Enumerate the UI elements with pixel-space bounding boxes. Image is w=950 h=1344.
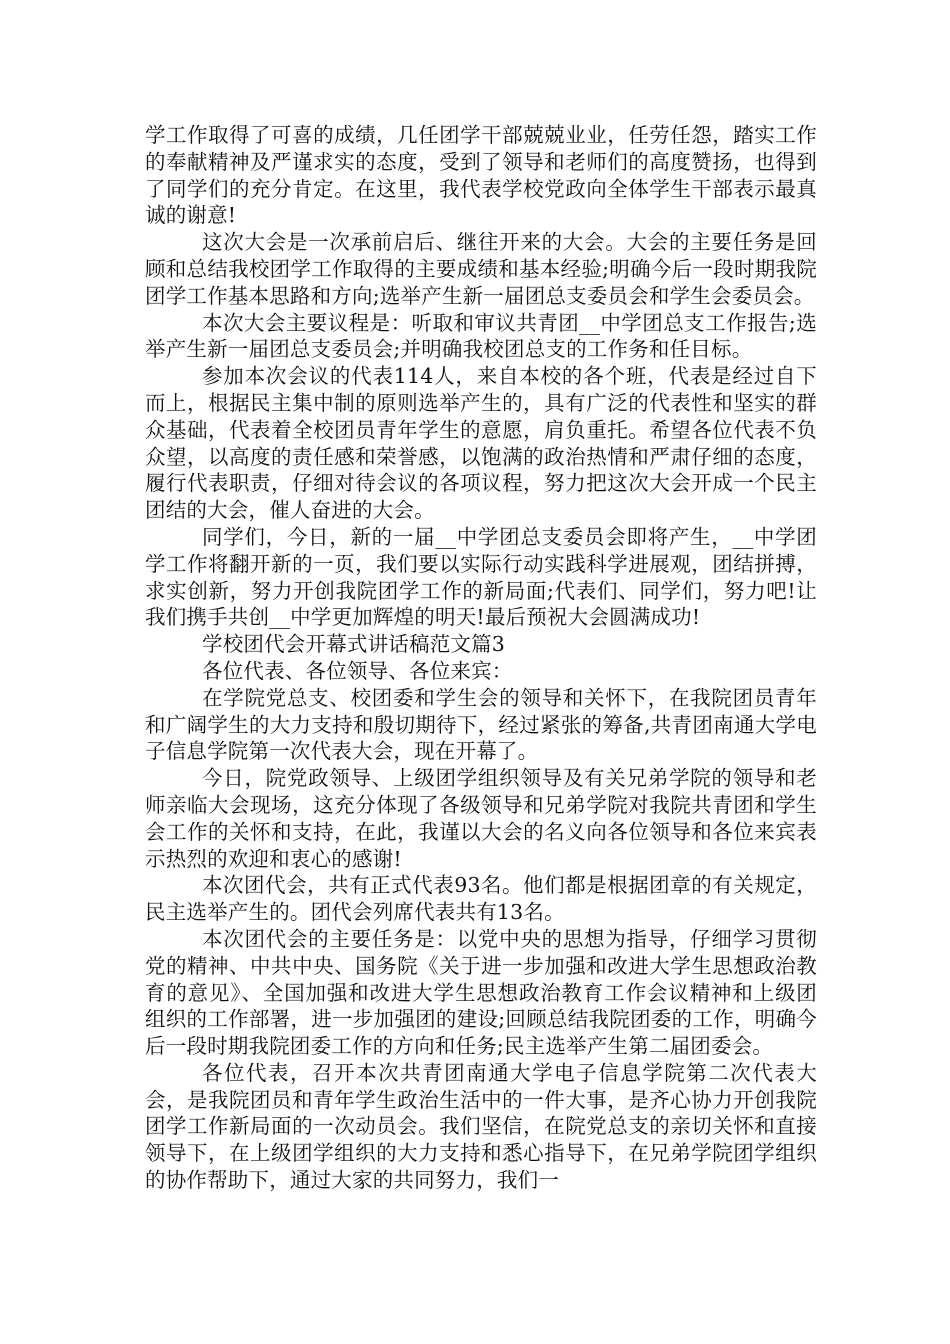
section-title: 学校团代会开幕式讲话稿范文篇3 — [202, 632, 506, 657]
paragraph-welcome: 今日，院党政领导、上级团学组织领导及有关兄弟学院的领导和老师亲临大会现场，这充分体现了各级领导和兄弟学院对我院共青团和学生会工作的关怀和支持，在此，我谨以大会的名义向各位领导和各位来宾表示热烈的欢迎和衷心的感谢! — [145, 766, 817, 871]
paragraph-main-tasks: 本次团代会的主要任务是：以党中央的思想为指导，仔细学习贯彻党的精神、中共中央、国务院《关于进一步加强和改进大学生思想政治教育的意见》、全国加强和改进大学生思想政治教育工作会议精神和上级团组织的工作部署，进一步加强团的建设;回顾总结我院团委的工作，明确今后一段时期我院团委工作的方向和任务;民主选举产生第二届团委会。 — [145, 926, 817, 1059]
paragraph-delegates: 参加本次会议的代表114人，来自本校的各个班，代表是经过自下而上，根据民主集中制的原则选举产生的，具有广泛的代表性和坚实的群众基础，代表着全校团员青年学生的意愿，肩负重托。希望各位代表不负众望，以高度的责任感和荣誉感，以饱满的政治热情和严肃仔细的态度，履行代表职责，仔细对待会议的各项议程，努力把这次大会开成一个民主团结的大会，催人奋进的大会。 — [145, 364, 817, 523]
paragraph-continuation: 学工作取得了可喜的成绩，几任团学干部兢兢业业，任劳任怨，踏实工作的奉献精神及严谨求实的态度，受到了领导和老师们的高度赞扬，也得到了同学们的充分肯定。在这里，我代表学校党政向全体学生干部表示最真诚的谢意! — [145, 123, 817, 228]
document-body — [145, 122, 817, 1194]
paragraph-significance: 各位代表，召开本次共青团南通大学电子信息学院第二次代表大会，是我院团员和青年学生政治生活中的一件大事，是齐心协力开创我院团学工作新局面的一次动员会。我们坚信，在院党总支的亲切关怀和直接领导下，在上级团学组织的大力支持和悉心指导下，在兄弟学院团学组织的协作帮助下，通过大家的共同努力，我们一 — [145, 1060, 817, 1193]
paragraph-agenda: 本次大会主要议程是：听取和审议共青团__中学团总支工作报告;选举产生新一届团总支委员会;并明确我校团总支的工作务和任目标。 — [145, 310, 817, 362]
paragraph-congress-tasks: 这次大会是一次承前启后、继往开来的大会。大会的主要任务是回顾和总结我校团学工作取得的主要成绩和基本经验;明确今后一段时期我院团学工作基本思路和方向;选举产生新一届团总支委员会和学生会委员会。 — [145, 230, 817, 308]
paragraph-salutation: 各位代表、各位领导、各位来宾： — [202, 658, 513, 683]
paragraph-delegate-count: 本次团代会，共有正式代表93名。他们都是根据团章的有关规定，民主选举产生的。团代会列席代表共有13名。 — [145, 873, 817, 925]
paragraph-opening: 在学院党总支、校团委和学生会的领导和关怀下，在我院团员青年和广阔学生的大力支持和殷切期待下，经过紧张的筹备,共青团南通大学电子信息学院第一次代表大会，现在开幕了。 — [145, 685, 817, 764]
paragraph-closing-call: 同学们，今日，新的一届__中学团总支委员会即将产生，__中学团学工作将翻开新的一页，我们要以实际行动实践科学进展观，团结拼搏，求实创新，努力开创我院团学工作的新局面;代表们、同学们，努力吧!让我们携手共创__中学更加辉煌的明天!最后预祝大会圆满成功! — [145, 524, 817, 630]
